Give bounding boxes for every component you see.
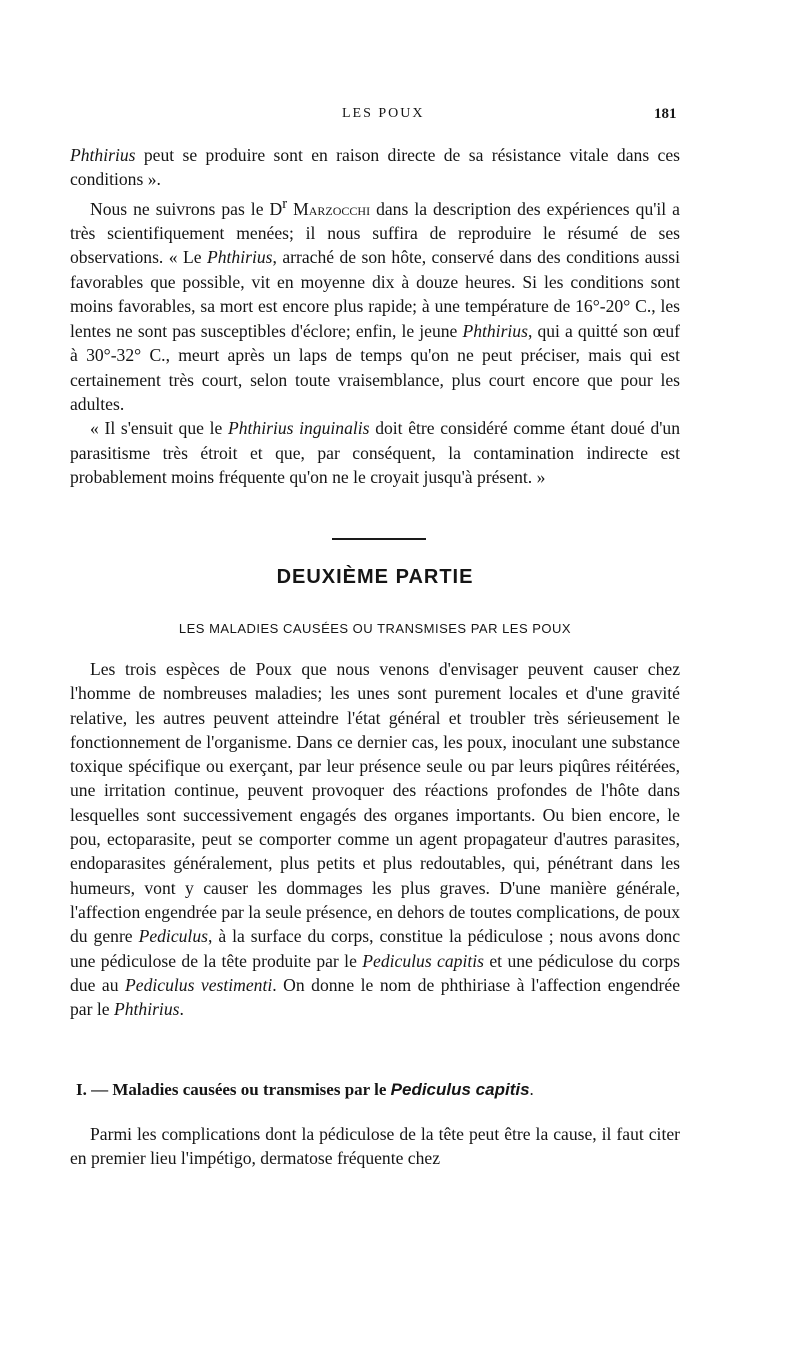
text-run: , arraché de son hôte, conservé dans des conditions aussi favorables que possible, vit en moyenne dix à douze heures. Si les conditions sont moins favorables, sa mort est encore plus rapide; à une température de 16°-20° C., les lentes ne sont pas susceptibles d'éclore; enfin, le jeune — [70, 247, 680, 341]
italic-term: Phthirius — [70, 145, 136, 165]
text-run: Nous ne suivrons pas le D — [90, 198, 283, 219]
italic-term: Pediculus capitis — [362, 950, 484, 971]
paragraph — [70, 192, 680, 417]
part-title: DEUXIÈME PARTIE — [276, 566, 474, 588]
author-name: Marzocchi — [293, 198, 371, 219]
text-run: et une pédiculose du corps due au — [70, 950, 680, 995]
italic-term: Phthirius — [206, 247, 273, 268]
section-heading-latin: Pediculus capitis — [390, 1080, 530, 1099]
text-run: Les trois espèces de Poux que nous venons d'envisager peuvent causer chez l'homme de nombreuses maladies; les unes sont purement locales et d'une gravité relative, les autres peuvent atteindre l'état général et troubler très sérieusement le fonctionnement de l'organisme. Dans ce dernier cas, les poux, inoculant une substance toxique spécifique ou exerçant, par leur présence seule ou par leurs piqûres réitérées, une irritation continue, peuvent provoquer des réactions profondes de l'hôte dans lesquelles sont successivement engagés des organes importants. Ou bien encore, le pou, ectoparasite, peut se comporter comme un agent propagateur d'autres parasites, endoparasites généralement, plus petits et plus redoutables, qui, pénétrant dans les humeurs, vont y causer les dommages les plus graves. D'une manière générale, l'affection engendrée par la seule présence, en dehors de toutes complications, de poux du genre — [70, 659, 680, 947]
intro-text — [70, 657, 680, 1021]
paragraph — [70, 416, 680, 489]
section-divider — [332, 538, 426, 540]
text-run: doit être considéré comme étant doué d'un parasitisme très étroit et que, par conséquent, la contamination indirecte est probablement moins fréquente qu'on ne le croyait jusqu'à présent. » — [70, 418, 681, 488]
part-subtitle: LES MALADIES CAUSÉES OU TRANSMISES PAR LES POUX — [178, 621, 572, 636]
text-run: dans la description des expériences qu'il a très scientifiquement menées; il nous suffira de reproduire le résumé de ses observations. « Le — [70, 198, 680, 268]
page-number: 181 — [654, 106, 677, 122]
text-run: « Il s'ensuit que le — [90, 418, 228, 439]
paragraph — [70, 143, 680, 192]
section-heading-lead: I. — Maladies causées ou transmises par le — [76, 1080, 391, 1099]
continuation-text — [70, 143, 680, 490]
italic-term: Phthirius — [462, 320, 528, 341]
section-heading-end: . — [529, 1080, 534, 1099]
italic-term: Phthirius inguinalis — [227, 418, 370, 439]
paragraph — [70, 657, 680, 1021]
running-title: LES POUX — [342, 106, 425, 121]
text-run: , qui a quitté son œuf à 30°-32° C., meurt après un laps de temps qu'on ne peut préciser, mais qui est certainement très court, selon toute vraisemblance, plus court encore que pour les adultes. — [70, 320, 680, 414]
running-head — [0, 106, 800, 126]
italic-term: Pediculus vestimenti — [125, 974, 273, 995]
section-heading — [76, 1080, 686, 1100]
text-run: . On donne le nom de phthiriase à l'affection engendrée par le — [70, 974, 681, 1020]
italic-term: Pediculus — [138, 926, 208, 947]
section-text — [70, 1122, 680, 1171]
italic-term: Phthirius — [113, 999, 180, 1020]
text-run: , à la surface du corps, constitue la pédiculose ; nous avons donc une pédiculose de la tête produite par le — [70, 926, 680, 971]
superscript: r — [282, 195, 288, 212]
paragraph: Parmi les complications dont la pédiculose de la tête peut être la cause, il faut citer en premier lieu l'impétigo, dermatose fréquente chez — [70, 1124, 680, 1169]
text-run: peut se produire sont en raison directe de sa résistance vitale dans ces conditions ». — [70, 145, 680, 190]
text-run: . — [179, 999, 184, 1020]
